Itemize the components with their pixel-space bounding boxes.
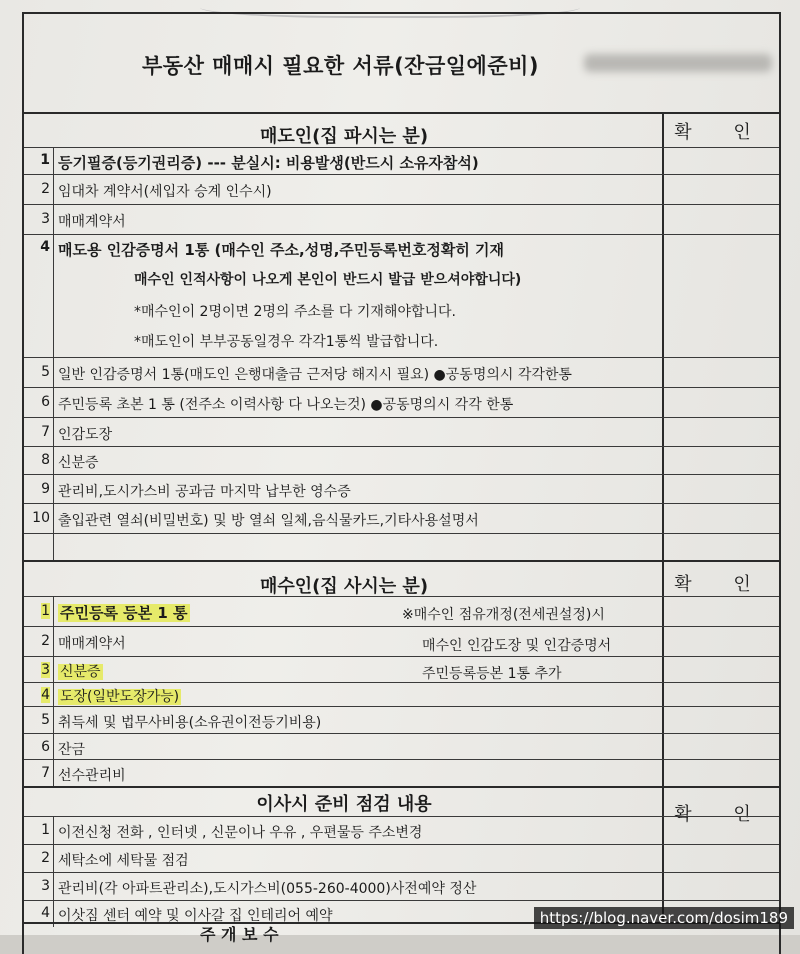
row-number: 5 xyxy=(24,358,54,388)
row-number: 8 xyxy=(24,447,54,475)
row-number xyxy=(24,683,54,707)
row-text: 관리비,도시가스비 공과금 마지막 납부한 영수증 xyxy=(58,484,351,500)
row-number: 6 xyxy=(24,388,54,418)
seller-row xyxy=(24,387,779,418)
bottom-heading-partial: 주 개 보 수 xyxy=(200,925,279,944)
row-number: 1 xyxy=(24,817,54,845)
row-text: 신분증 xyxy=(58,455,99,471)
seller-row-multiline xyxy=(24,234,779,358)
row-number: 3 xyxy=(24,205,54,235)
row-text: 잔금 xyxy=(58,742,86,758)
row-number xyxy=(24,597,54,627)
seller-row xyxy=(24,147,779,175)
row-text: 선수관리비 xyxy=(58,768,126,784)
row-text-line2: 매수인 인적사항이 나오게 본인이 반드시 발급 받으셔야합니다) xyxy=(134,272,522,288)
seller-section-header xyxy=(24,112,779,148)
buyer-heading: 매수인(집 사시는 분) xyxy=(259,576,429,597)
row-number: 4 xyxy=(24,901,54,927)
row-number-highlight: 4 xyxy=(41,687,50,703)
row-number: 1 xyxy=(24,148,54,175)
row-text: 일반 인감증명서 1통(매도인 은행대출금 근저당 해지시 필요) ●공동명의시 각각한통 xyxy=(58,367,572,383)
buyer-row xyxy=(24,626,779,657)
row-number-highlight: 3 xyxy=(41,662,50,678)
highlighted-text: 도장(일반도장가능) xyxy=(60,689,180,705)
seller-row-empty xyxy=(24,533,779,561)
moving-heading: 이사시 준비 점검 내용 xyxy=(256,794,432,815)
page-title: 부동산 매매시 필요한 서류(잔금일에준비) xyxy=(142,54,539,78)
buyer-note-1: ※매수인 점유개정(전세권설정)시 xyxy=(402,607,605,623)
row-text: 등기필증(등기권리증) --- 분실시: 비용발생(반드시 소유자참석) xyxy=(58,154,479,172)
seller-row xyxy=(24,474,779,504)
buyer-row xyxy=(24,596,779,627)
row-number-empty xyxy=(24,534,54,561)
highlighted-text: 주민등록 등본 1 통 xyxy=(60,604,188,622)
row-number: 6 xyxy=(24,734,54,760)
row-number: 10 xyxy=(24,504,54,534)
buyer-note-3: 주민등록등본 1통 추가 xyxy=(422,666,562,682)
row-text: 출입관련 열쇠(비밀번호) 및 방 열쇠 일체,음식물카드,기타사용설명서 xyxy=(58,513,479,529)
row-text: 이전신청 전화 , 인터넷 , 신문이나 우유 , 우편물등 주소변경 xyxy=(58,825,423,841)
row-text: 관리비(각 아파트관리소),도시가스비(055-260-4000)사전예약 정산 xyxy=(58,881,477,897)
row-text: 임대차 계약서(세입자 승계 인수시) xyxy=(58,184,272,200)
row-text-highlighted xyxy=(58,686,181,706)
row-text: 인감도장 xyxy=(58,427,113,443)
seller-row xyxy=(24,503,779,534)
row-text-highlighted xyxy=(58,602,190,623)
row-text: 취득세 및 법무사비용(소유권이전등기비용) xyxy=(58,715,322,731)
row-number xyxy=(24,657,54,683)
row-text: 이삿짐 센터 예약 및 이사갈 집 인테리어 예약 xyxy=(58,908,333,924)
row-number: 4 xyxy=(24,235,54,358)
seller-heading: 매도인(집 파시는 분) xyxy=(259,126,429,147)
moving-section-header xyxy=(24,786,779,825)
document-sheet xyxy=(22,12,781,954)
blog-watermark: https://blog.naver.com/dosim189 xyxy=(534,907,794,929)
row-number: 3 xyxy=(24,873,54,901)
buyer-row xyxy=(24,733,779,760)
row-text: 매매계약서 xyxy=(58,214,126,230)
buyer-row xyxy=(24,759,779,787)
row-text-line4: *매도인이 부부공동일경우 각각1통씩 발급합니다. xyxy=(134,334,439,350)
row-text: 매도용 인감증명서 1통 (매수인 주소,성명,주민등록번호정확히 기재 xyxy=(58,241,505,259)
row-text-highlighted xyxy=(58,661,103,681)
row-number: 7 xyxy=(24,760,54,787)
buyer-note-2: 매수인 인감도장 및 인감증명서 xyxy=(422,638,612,654)
highlighted-text: 신분증 xyxy=(60,664,101,680)
seller-row xyxy=(24,357,779,388)
row-number-highlight: 1 xyxy=(41,603,50,619)
blurred-stamp xyxy=(584,54,772,72)
moving-row xyxy=(24,844,779,873)
seller-confirm-label: 확 인 xyxy=(674,122,769,143)
row-text: 매매계약서 xyxy=(58,636,126,652)
row-number: 9 xyxy=(24,475,54,504)
moving-confirm-label: 확 인 xyxy=(674,804,769,825)
buyer-confirm-label: 확 인 xyxy=(674,574,769,595)
buyer-row xyxy=(24,706,779,734)
seller-row xyxy=(24,417,779,447)
row-text: 세탁소에 세탁물 점검 xyxy=(58,853,189,869)
seller-row xyxy=(24,204,779,235)
buyer-row xyxy=(24,656,779,683)
row-text: 주민등록 초본 1 통 (전주소 이력사항 다 나오는것) ●공동명의시 각각 한통 xyxy=(58,397,514,413)
row-number: 7 xyxy=(24,418,54,447)
buyer-section-header xyxy=(24,560,779,596)
row-number: 2 xyxy=(24,627,54,657)
moving-row xyxy=(24,872,779,901)
seller-row xyxy=(24,174,779,205)
row-text-line3: *매수인이 2명이면 2명의 주소를 다 기재해야합니다. xyxy=(134,304,456,320)
seller-row xyxy=(24,446,779,475)
row-number: 2 xyxy=(24,845,54,873)
row-number: 5 xyxy=(24,707,54,734)
moving-row xyxy=(24,816,779,845)
row-number: 2 xyxy=(24,175,54,205)
title-box xyxy=(24,14,779,114)
buyer-row xyxy=(24,682,779,707)
